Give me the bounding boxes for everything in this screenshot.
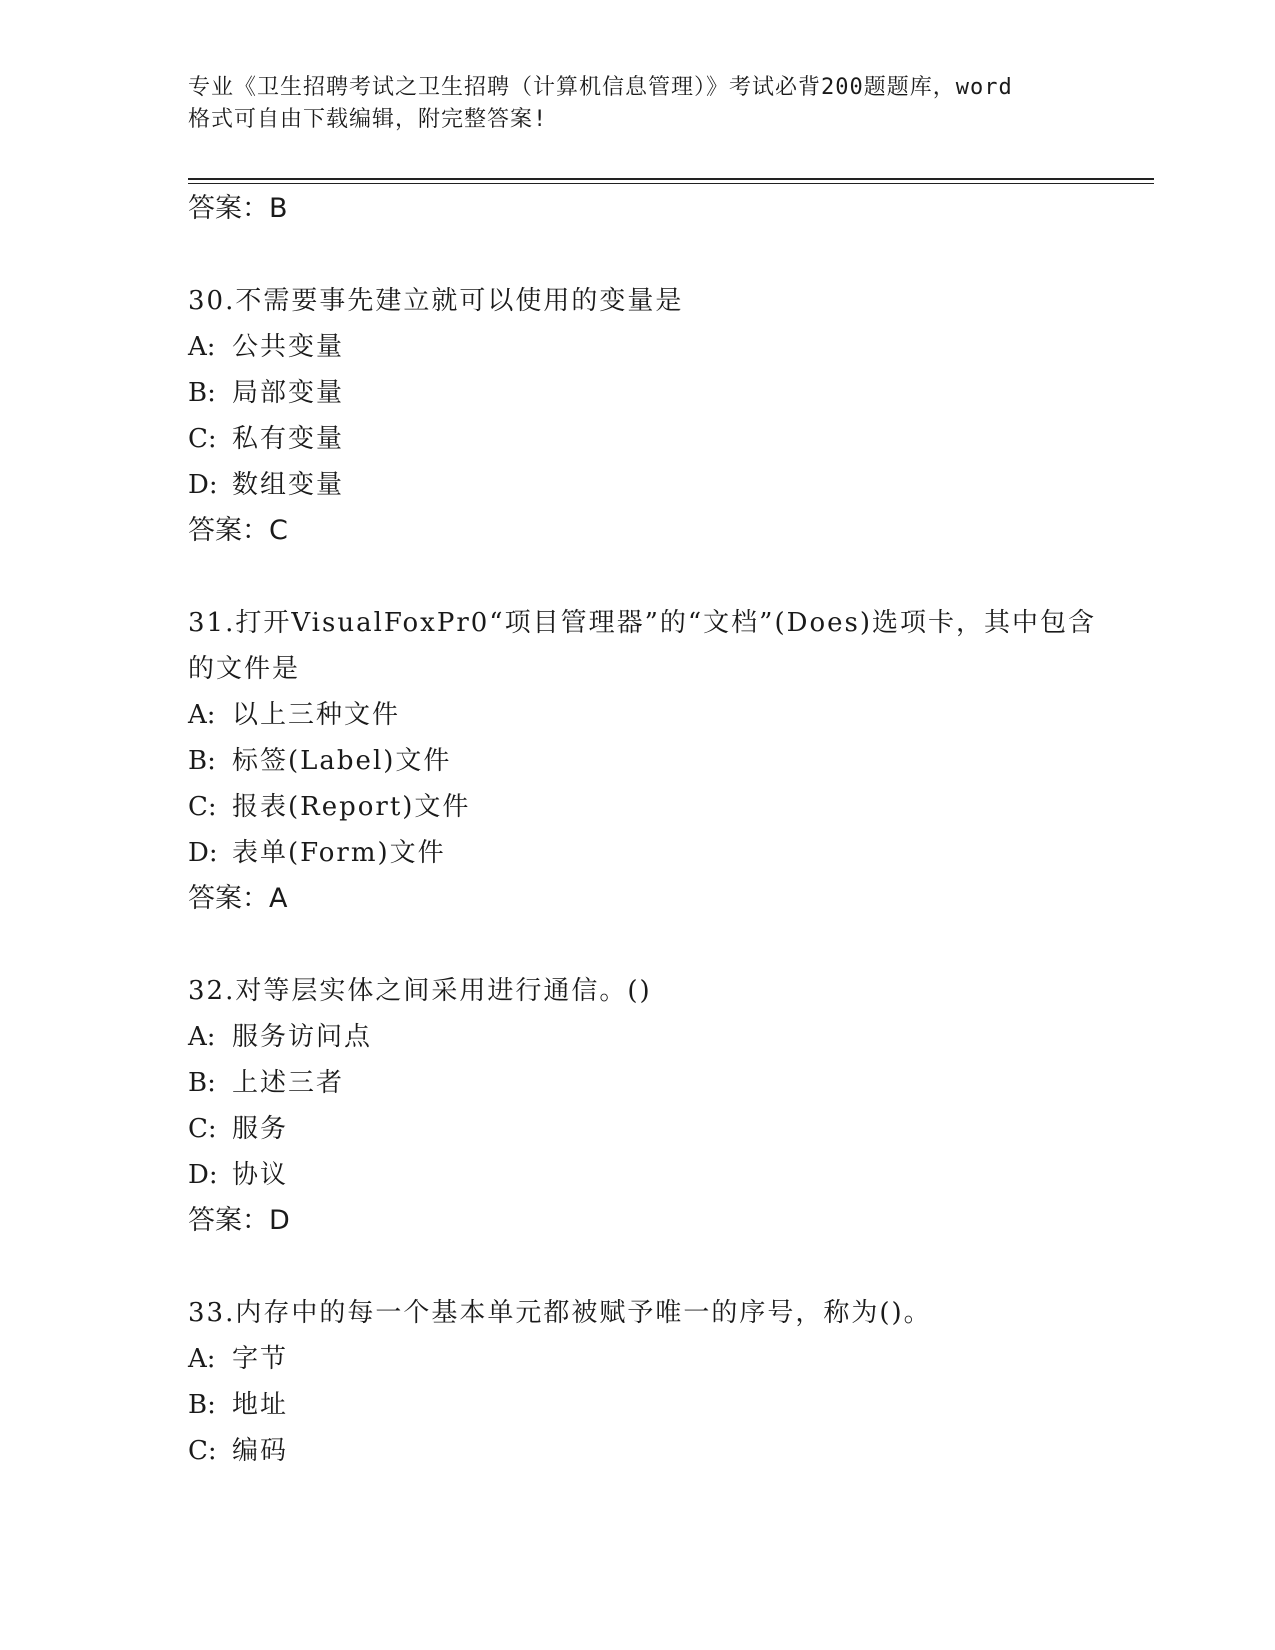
option-d xyxy=(188,830,1108,876)
previous-answer xyxy=(188,186,1108,232)
answer-label: 答案： xyxy=(188,193,269,224)
answer-value: B xyxy=(269,193,288,224)
option-key: A: xyxy=(188,1022,216,1052)
option-key: A: xyxy=(188,1344,216,1374)
header-divider-thin xyxy=(188,183,1154,184)
option-text: 局部变量 xyxy=(232,378,345,408)
question-answer xyxy=(188,508,1108,554)
answer-label: 答案： xyxy=(188,1205,269,1236)
option-text: 以上三种文件 xyxy=(232,700,401,730)
option-text: 服务访问点 xyxy=(232,1022,373,1052)
option-key: C: xyxy=(188,1436,217,1466)
header-divider-thick xyxy=(188,178,1154,180)
option-key: C: xyxy=(188,792,217,822)
answer-value: A xyxy=(269,883,288,914)
option-a xyxy=(188,324,1108,370)
option-c xyxy=(188,416,1108,462)
option-d xyxy=(188,462,1108,508)
answer-value: C xyxy=(269,515,288,546)
spacer xyxy=(188,554,1108,600)
spacer xyxy=(188,922,1108,968)
option-text: 表单(Form)文件 xyxy=(232,838,446,868)
option-text: 上述三者 xyxy=(232,1068,345,1098)
option-key: D: xyxy=(188,838,218,868)
option-c xyxy=(188,1428,1108,1474)
option-text: 标签(Label)文件 xyxy=(232,746,452,776)
option-text: 数组变量 xyxy=(232,470,345,500)
option-a xyxy=(188,1014,1108,1060)
spacer xyxy=(188,232,1108,278)
answer-value: D xyxy=(269,1205,290,1236)
option-b xyxy=(188,1382,1108,1428)
option-key: D: xyxy=(188,470,218,500)
option-b xyxy=(188,370,1108,416)
question-stem: 30.不需要事先建立就可以使用的变量是 xyxy=(188,286,684,316)
option-key: D: xyxy=(188,1160,218,1190)
question-stem: 31.打开VisualFoxPr0“项目管理器”的“文档”(Does)选项卡，其中包含的文件是 xyxy=(188,608,1096,684)
question-answer xyxy=(188,1198,1108,1244)
question-stem: 32.对等层实体之间采用进行通信。() xyxy=(188,976,652,1006)
option-b xyxy=(188,1060,1108,1106)
option-key: B: xyxy=(188,378,216,408)
header-line-1: 专业《卫生招聘考试之卫生招聘（计算机信息管理）》考试必背200题题库，word xyxy=(188,75,1013,100)
option-a xyxy=(188,692,1108,738)
option-a xyxy=(188,1336,1108,1382)
answer-label: 答案： xyxy=(188,883,269,914)
option-text: 公共变量 xyxy=(232,332,345,362)
option-key: A: xyxy=(188,700,216,730)
option-key: B: xyxy=(188,746,216,776)
option-c xyxy=(188,1106,1108,1152)
option-text: 编码 xyxy=(232,1436,289,1466)
option-text: 报表(Report)文件 xyxy=(232,792,471,822)
option-b xyxy=(188,738,1108,784)
option-key: B: xyxy=(188,1068,216,1098)
option-text: 字节 xyxy=(232,1344,289,1374)
option-d xyxy=(188,1152,1108,1198)
question-list xyxy=(188,186,1108,1474)
option-key: A: xyxy=(188,332,216,362)
option-text: 私有变量 xyxy=(232,424,345,454)
option-text: 地址 xyxy=(232,1390,289,1420)
header-line-2: 格式可自由下载编辑，附完整答案! xyxy=(188,107,548,132)
question-answer xyxy=(188,876,1108,922)
spacer xyxy=(188,1244,1108,1290)
option-text: 服务 xyxy=(232,1114,289,1144)
question-stem: 33.内存中的每一个基本单元都被赋予唯一的序号，称为()。 xyxy=(188,1298,932,1328)
answer-label: 答案： xyxy=(188,515,269,546)
option-text: 协议 xyxy=(232,1160,289,1190)
option-c xyxy=(188,784,1108,830)
option-key: B: xyxy=(188,1390,216,1420)
option-key: C: xyxy=(188,1114,217,1144)
option-key: C: xyxy=(188,424,217,454)
document-header xyxy=(188,72,1088,136)
